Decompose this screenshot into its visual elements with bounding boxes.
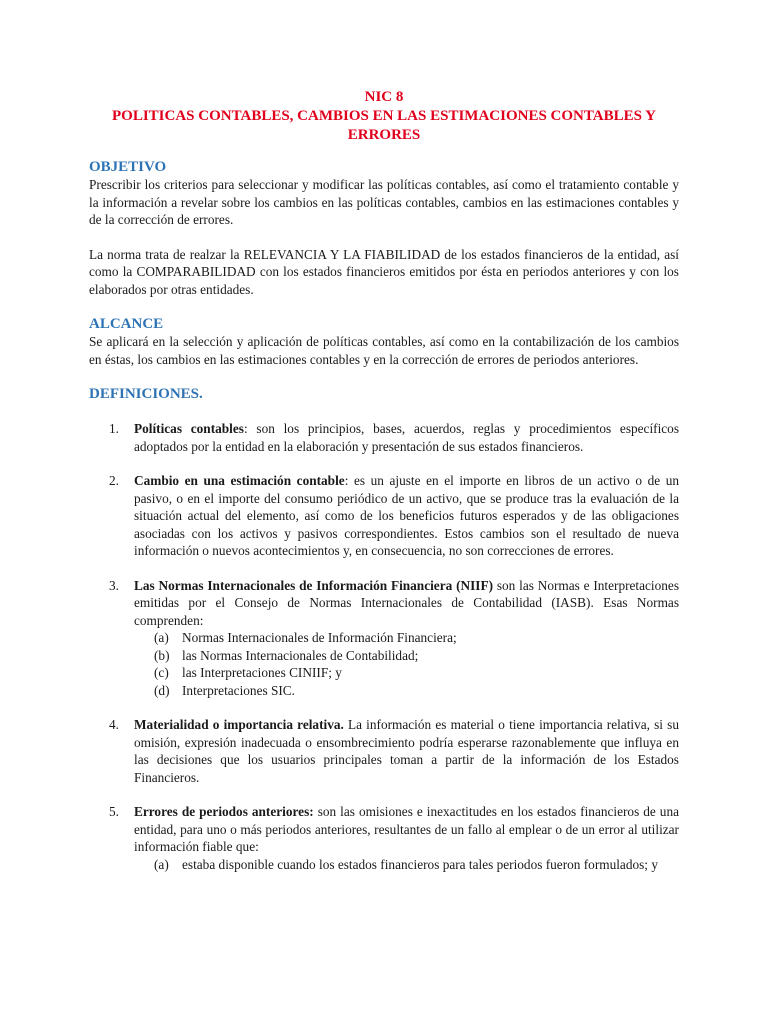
definition-text: La información es material o tiene importancia relativa, si su omisión, expresión inadecuada o ensombrecimiento podría esperarse razonablemente que influya en las decisiones que los usuarios principales toman a partir de la información de los Estados Financieros. xyxy=(134,717,679,785)
document-title xyxy=(89,88,679,145)
heading-objetivo: OBJETIVO xyxy=(89,159,167,175)
sublist-text: estaba disponible cuando los estados financieros para tales periodos fueron formulados; y xyxy=(182,856,658,872)
definition-number: 5. xyxy=(109,804,119,819)
definition-term: Las Normas Internacionales de Información Financiera (NIIF) xyxy=(134,577,494,593)
sublist-label: (d) xyxy=(154,682,170,698)
definition-item xyxy=(89,577,679,700)
definition-item xyxy=(89,716,679,786)
sublist-item xyxy=(134,664,679,682)
objetivo-paragraph-2: La norma trata de realzar la RELEVANCIA Y LA FIABILIDAD de los estados financieros de la entidad, así como la COMPARABILIDAD con los estados financieros emitidos por ésta en periodos anteriores y con los elaborados por otras entidades. xyxy=(89,246,679,297)
definition-item xyxy=(89,420,679,455)
definition-text: son las Normas e Interpretaciones emitidas por el Consejo de Normas Internacionales de Contabilidad (IASB). Esas Normas comprenden: xyxy=(134,577,679,628)
section-definiciones xyxy=(89,385,679,873)
sublist-item xyxy=(134,682,679,700)
definition-text: : son los principios, bases, acuerdos, reglas y procedimientos específicos adoptados por la entidad en la elaboración y presentación de sus estados financieros. xyxy=(134,421,679,454)
definition-number: 2. xyxy=(109,473,119,488)
sublist-item xyxy=(134,856,679,874)
sublist-text: las Interpretaciones CINIIF; y xyxy=(182,665,342,680)
definition-number: 4. xyxy=(109,717,119,732)
definition-item xyxy=(89,472,679,560)
definition-term: Cambio en una estimación contable xyxy=(134,473,345,488)
title-line-1: NIC 8 xyxy=(364,89,404,105)
section-alcance xyxy=(89,315,679,368)
objetivo-paragraph-1: Prescribir los criterios para seleccionar y modificar las políticas contables, así como el tratamiento contable y la información a revelar sobre los cambios en las políticas contables, cambios en las estimaciones contables y de la corrección de errores. xyxy=(89,177,679,227)
definition-term: Políticas contables xyxy=(134,421,244,436)
heading-definiciones: DEFINICIONES. xyxy=(89,386,203,402)
sublist-text: las Normas Internacionales de Contabilidad; xyxy=(182,647,419,663)
alcance-paragraph: Se aplicará en la selección y aplicación de políticas contables, así como en la contabilización de los cambios en éstas, los cambios en las estimaciones contables y en la corrección de errores de periodos anteriores. xyxy=(89,334,679,367)
definitions-list xyxy=(89,420,679,873)
definition-item xyxy=(89,803,679,873)
definition-text: son las omisiones e inexactitudes en los estados financieros de una entidad, para uno o más periodos anteriores, resultantes de un fallo al emplear o de un error al utilizar información fiable que: xyxy=(134,804,679,854)
sublist-label: (a) xyxy=(154,856,169,872)
title-line-2: POLITICAS CONTABLES, CAMBIOS EN LAS ESTIMACIONES CONTABLES Y ERRORES xyxy=(111,108,656,143)
definition-term: Errores de periodos anteriores: xyxy=(134,804,314,819)
definition-text: : es un ajuste en el importe en libros de un activo o de un pasivo, o en el importe del consumo periódico de un activo, que se produce tras la evaluación de la situación actual del elemento, así como de los beneficios futuros esperados y de las obligaciones asociadas con los activos y pasivos correspondientes. Estos cambios son el resultado de nueva información o nuevos acontecimientos y, en consecuencia, no son correcciones de errores. xyxy=(134,473,679,558)
sublist-item xyxy=(134,647,679,665)
sublist-label: (c) xyxy=(154,665,169,680)
heading-alcance: ALCANCE xyxy=(89,316,164,332)
section-objetivo xyxy=(89,158,679,298)
sublist-text: Normas Internacionales de Información Financiera; xyxy=(182,630,457,645)
definition-number: 3. xyxy=(109,577,119,593)
sublist-item xyxy=(134,629,679,647)
definition-sublist xyxy=(134,856,679,874)
sublist-text: Interpretaciones SIC. xyxy=(182,682,295,698)
definition-number: 1. xyxy=(109,421,119,436)
definition-term: Materialidad o importancia relativa. xyxy=(134,717,344,732)
definition-sublist xyxy=(134,629,679,699)
sublist-label: (a) xyxy=(154,630,169,645)
sublist-label: (b) xyxy=(154,647,170,663)
